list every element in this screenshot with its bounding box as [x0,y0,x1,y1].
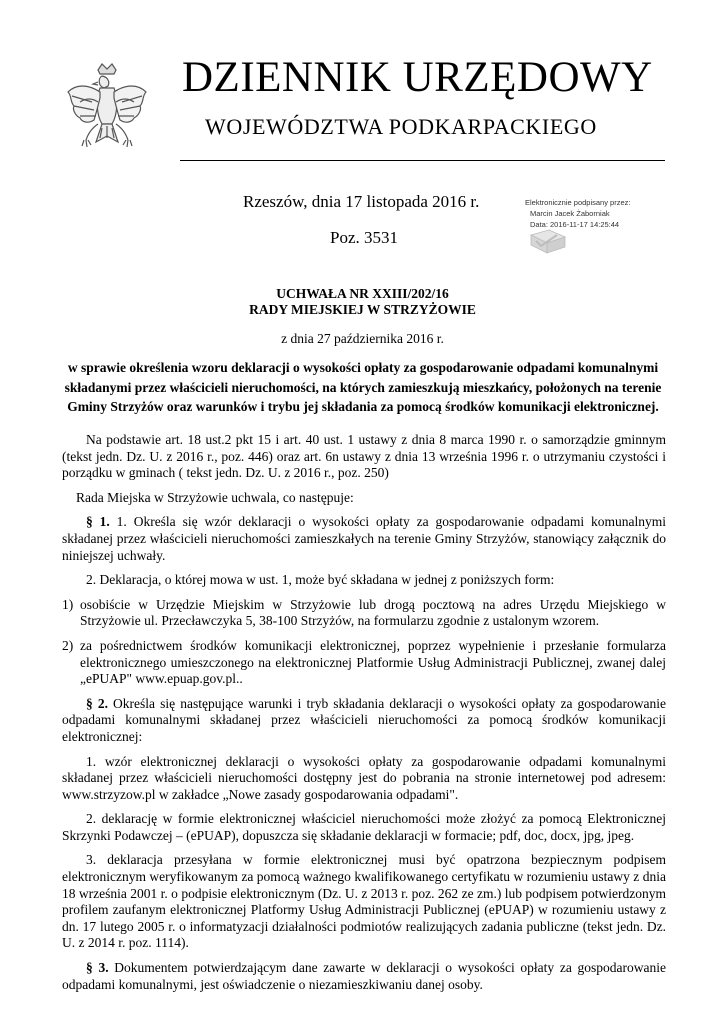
section-2-point-3: 3. deklaracja przesyłana w formie elektronicznej musi być opatrzona bezpiecznym podpisem elektronicznym weryfikowanym za pomocą ważnego kwalifikowanego certyfikatu w rozumieniu ustawy z dnia 18 września 2001 r. o podpisie elektronicznym (Dz. U. z 2013 r. poz. 262 ze zm.) lub podpisem potwierdzonym profilem zaufanym elektronicznej Platformy Usług Administracji Publicznej (ePUAP) w rozumieniu ustawy z dn. 17 lutego 2005 r. o informatyzacji działalności podmiotów realizujących zadania publiczne (tekst jedn. Dz. U. z 2014 r. poz. 1114). [62,852,666,951]
section-1-point-2: 2. Deklaracja, o której mowa w ust. 1, może być składana w jednej z poniższych form: [86,572,555,588]
section-3-label: § 3. [86,960,109,976]
section-1-label: § 1. [86,514,110,530]
electronic-signature [525,197,685,230]
section-2-paragraph [62,696,666,746]
legal-basis-paragraph: Na podstawie art. 18 ust.2 pkt 15 i art. 40 ust. 1 ustawy z dnia 8 marca 1990 r. o samorządzie gminnym (tekst jedn. Dz. U. z 2016 r., poz. 446) oraz art. 6n ustawy z dnia 13 września 1996 r. o utrzymaniu czystości i porządku w gminach ( tekst jedn. Dz. U. z 2016 r., poz. 250) [62,432,666,481]
resolution-intro: Rada Miejska w Strzyżowie uchwala, co następuje: [76,489,354,505]
polish-eagle-emblem [62,62,152,162]
publication-date: Rzeszów, dnia 17 listopada 2016 r. [243,192,480,211]
document-body [62,432,666,1001]
list-item-text: osobiście w Urzędzie Miejskim w Strzyżowie lub drogą pocztową na adres Urzędu Miejskiego w Strzyżowie ul. Przecławczyka 5, 38-100 Strzyżów, na formularzu zgodnie z ustalonym wzorem. [80,596,666,629]
journal-title: DZIENNIK URZĘDOWY [182,54,653,101]
section-1-text: 1. Określa się wzór deklaracji o wysokości opłaty za gospodarowanie odpadami komunalnymi składanej przez właścicieli nieruchomości zamieszkałych na terenie Gminy Strzyżów, stanowiący załącznik do niniejszej uchwały. [62,514,667,563]
section-3-text: Dokumentem potwierdzającym dane zawarte w deklaracji o wysokości opłaty za gospodarowanie odpadami komunalnymi, jest oświadczenie o niezamieszkiwaniu danej osoby. [62,960,667,992]
signature-date: Data: 2016-11-17 14:25:44 [530,220,620,229]
list-item-number: 1) [62,596,74,612]
position-number: Poz. 3531 [330,228,398,247]
journal-subtitle: WOJEWÓDZTWA PODKARPACKIEGO [205,114,597,139]
signature-check-icon [527,229,567,255]
section-2-point-1: 1. wzór elektronicznej deklaracji o wysokości opłaty za gospodarowanie odpadami komunalnymi składanej przez właścicieli nieruchomości dostępny jest do pobrania na stronie internetowej pod adresem: www.strzyzow.pl w zakładce „Nowe zasady gospodarowania odpadami". [62,753,666,802]
list-item-text: za pośrednictwem środków komunikacji elektronicznej, poprzez wypełnienie i przesłanie formularza elektronicznego umieszczonego na elektronicznej Platformie Usług Administracji Publicznej, zwanej dalej „ePUAP" www.epuap.gov.pl.. [80,637,666,687]
header-rule [180,160,665,161]
resolution-subject: w sprawie określenia wzoru deklaracji o wysokości opłaty za gospodarowanie odpadami komunalnymi składanymi przez właścicieli nieruchomości, na których zamieszkują mieszkańcy, położonych na terenie Gminy Strzyżów oraz warunków i trybu jej składania za pomocą środków komunikacji elektronicznej. [64,360,662,414]
signature-label: Elektronicznie podpisany przez: [525,198,631,207]
list-item-number: 2) [62,637,74,653]
section-2-text: Określa się następujące warunki i tryb składania deklaracji o wysokości opłaty za gospodarowanie odpadami komunalnymi składanej przez właścicieli nieruchomości za pomocą środków komunikacji elektronicznej: [62,695,667,744]
resolution-title-line1: UCHWAŁA NR XXIII/202/16 [276,286,449,301]
list-item [62,638,666,688]
section-2-point-2: 2. deklarację w formie elektronicznej właściciel nieruchomości może złożyć za pomocą Elektronicznej Skrzynki Podawczej – (ePUAP), dopuszcza się składanie deklaracji w formacie; pdf, doc, docx, jpg, jpeg. [62,811,666,843]
section-2-label: § 2. [86,695,108,711]
section-3-paragraph [62,960,666,993]
resolution-date: z dnia 27 października 2016 r. [281,331,444,346]
section-1-paragraph [62,514,666,564]
signature-name: Marcin Jacek Żaborniak [530,209,610,218]
resolution-title-line2: RADY MIEJSKIEJ W STRZYŻOWIE [249,302,476,317]
list-item [62,597,666,630]
